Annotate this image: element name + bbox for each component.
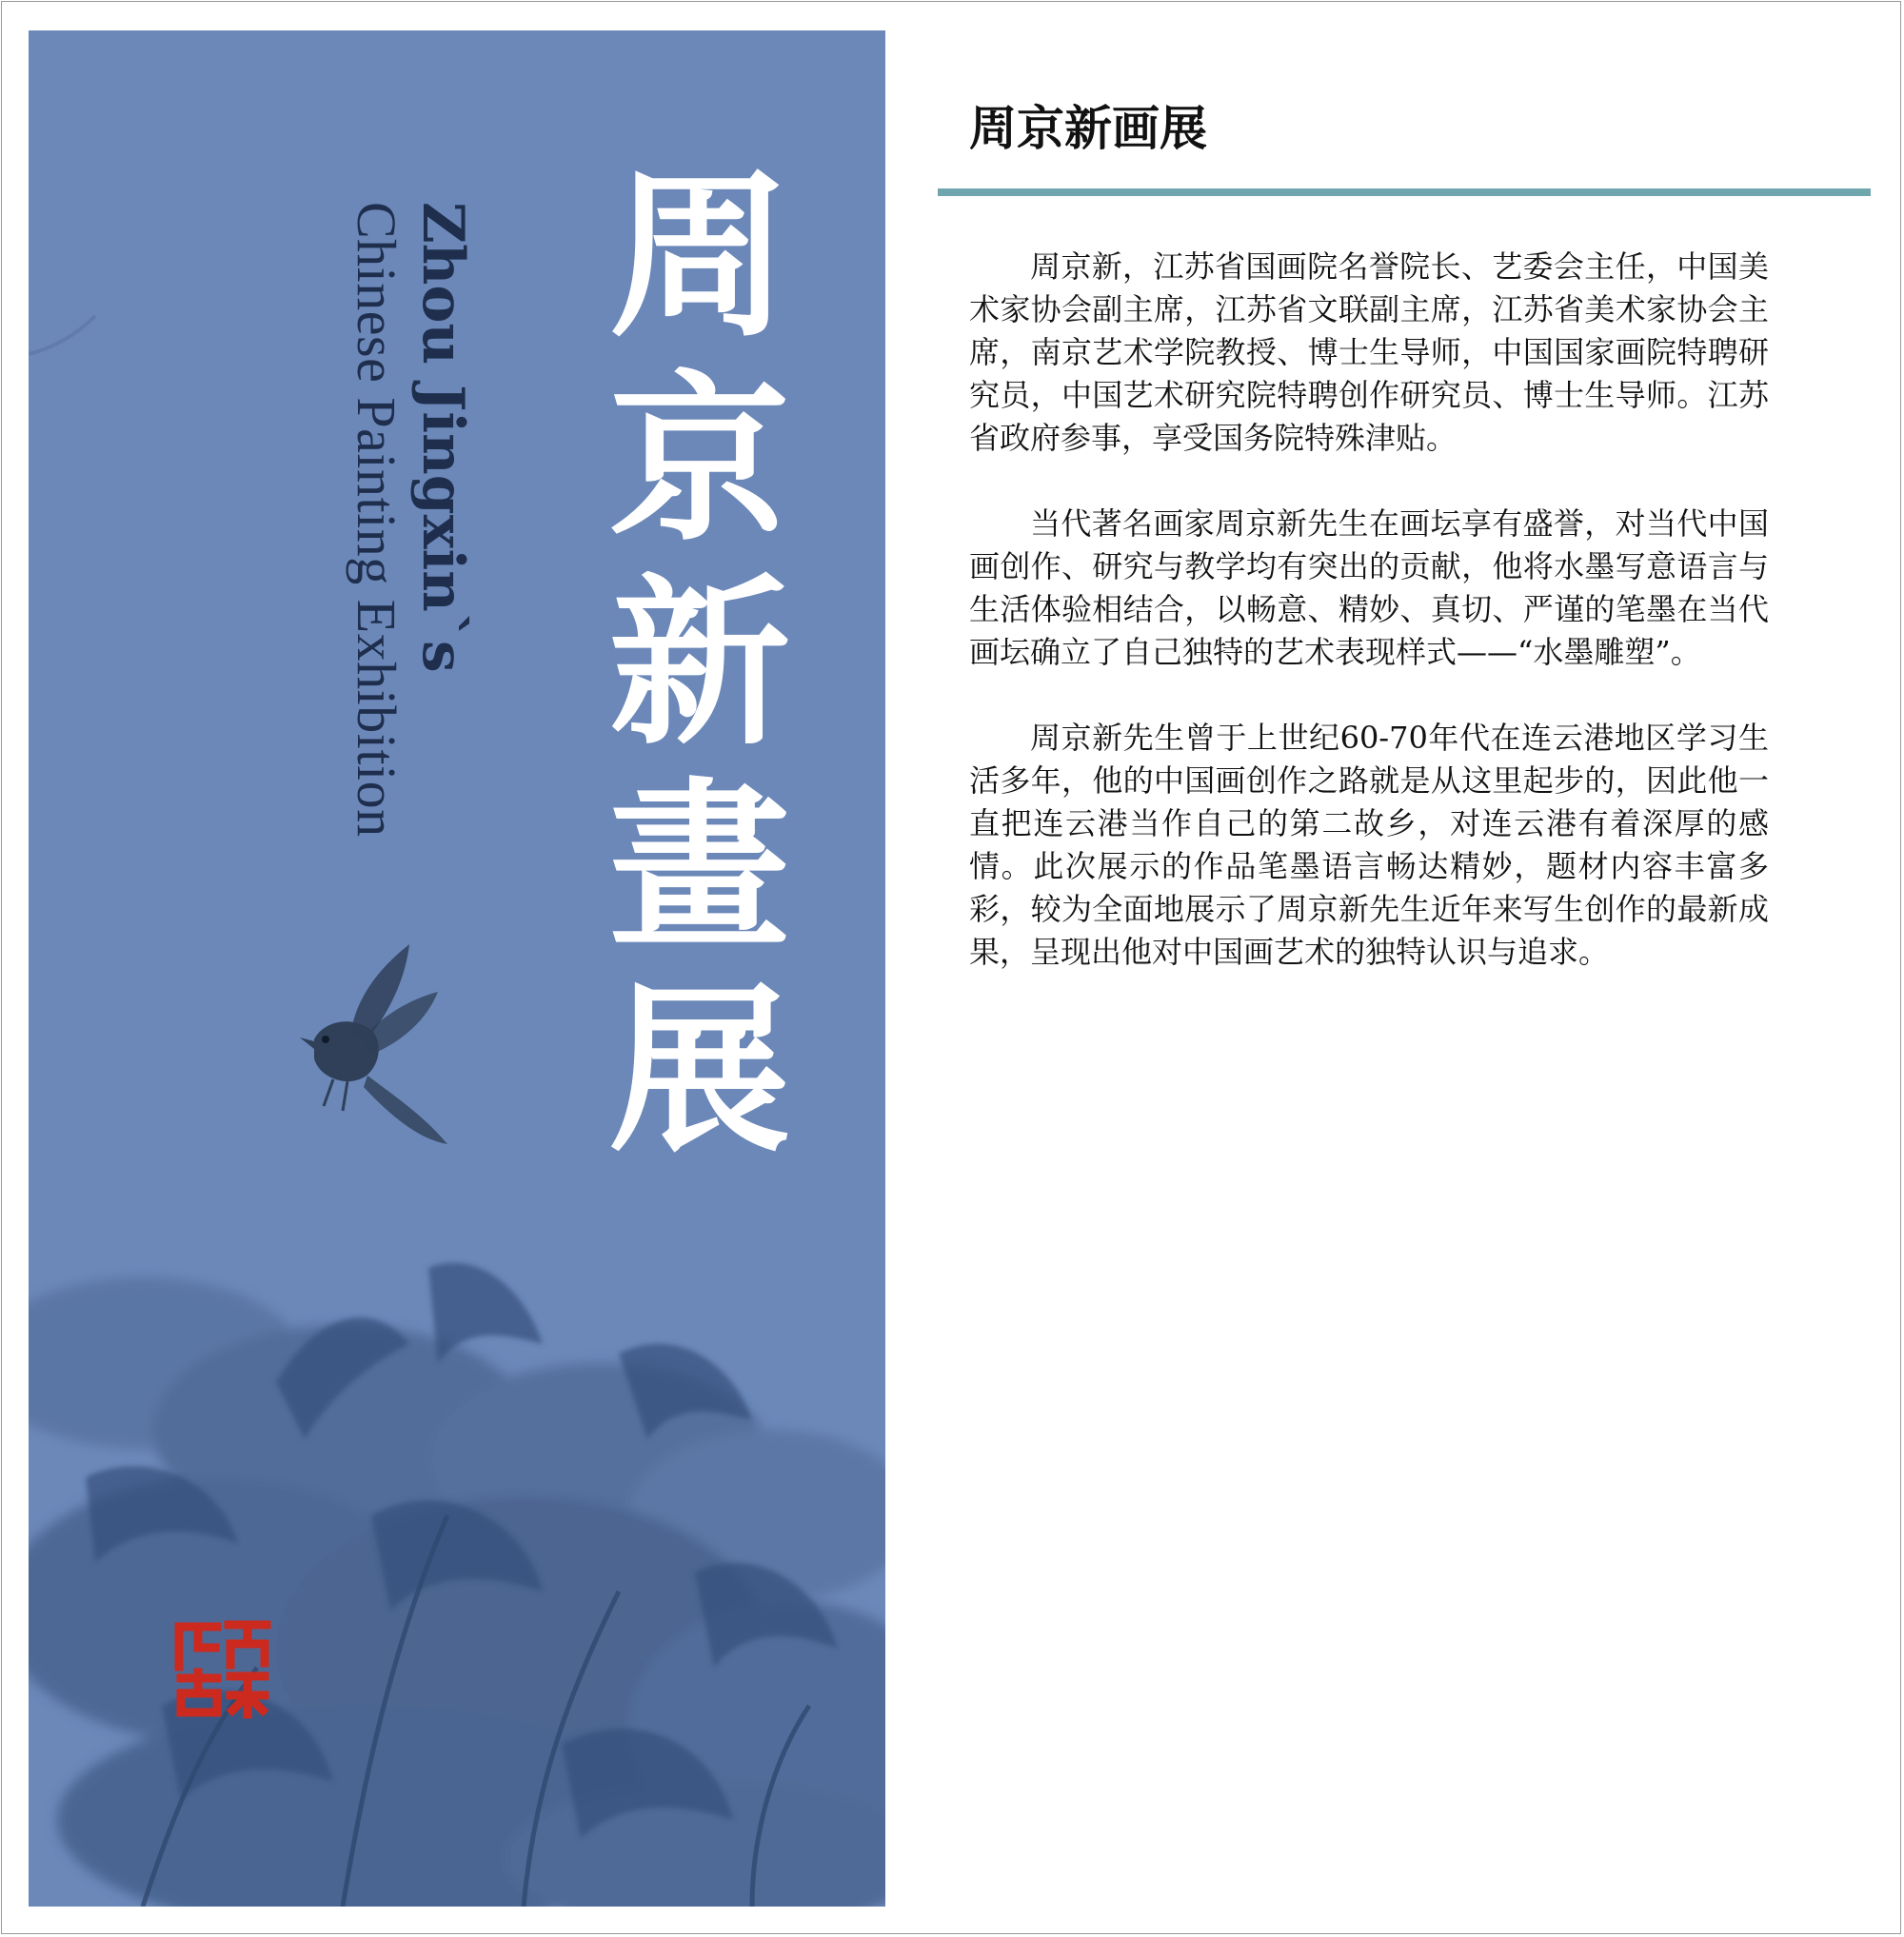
english-title-subtitle: Chinese Painting Exhibition — [346, 202, 407, 838]
heading-divider — [938, 188, 1871, 196]
title-char: 京 — [608, 353, 790, 565]
title-char: 周 — [608, 149, 790, 362]
article-heading: 周京新画展 — [969, 101, 1207, 156]
title-char: 新 — [608, 557, 790, 769]
red-seal-icon — [169, 1615, 276, 1722]
article-paragraph: 周京新，江苏省国画院名誉院长、艺委会主任，中国美术家协会副主席，江苏省文联副主席，江苏省美术家协会主席，南京艺术学院教授、博士生导师，中国国家画院特聘研究员，中国艺术研究院特聘创作研究员、博士生导师。江苏省政府参事，享受国务院特殊津贴。 — [969, 248, 1769, 456]
article-paragraph: 当代著名画家周京新先生在画坛享有盛誉，对当代中国画创作、研究与教学均有突出的贡献，他将水墨写意语言与生活体验相结合，以畅意、精妙、真切、严谨的笔墨在当代画坛确立了自己独特的艺术表现样式——“水墨雕塑”。 — [969, 505, 1769, 670]
vertical-title — [581, 149, 819, 1176]
english-title-name: Zhou Jingxin`s — [409, 202, 476, 673]
article-body — [969, 246, 1769, 1017]
title-char: 展 — [608, 964, 790, 1176]
article-paragraph: 周京新先生曾于上世纪60-70年代在连云港地区学习生活多年，他的中国画创作之路就是从这里起步的，因此他一直把连云港当作自己的第二故乡，对连云港有着深厚的感情。此次展示的作品笔墨语言畅达精妙，题材内容丰富多彩，较为全面地展示了周京新先生近年来写生创作的最新成果，呈现出他对中国画艺术的独特认识与追求。 — [969, 720, 1769, 970]
title-char: 畫 — [608, 761, 790, 973]
poster-panel — [29, 30, 885, 1907]
